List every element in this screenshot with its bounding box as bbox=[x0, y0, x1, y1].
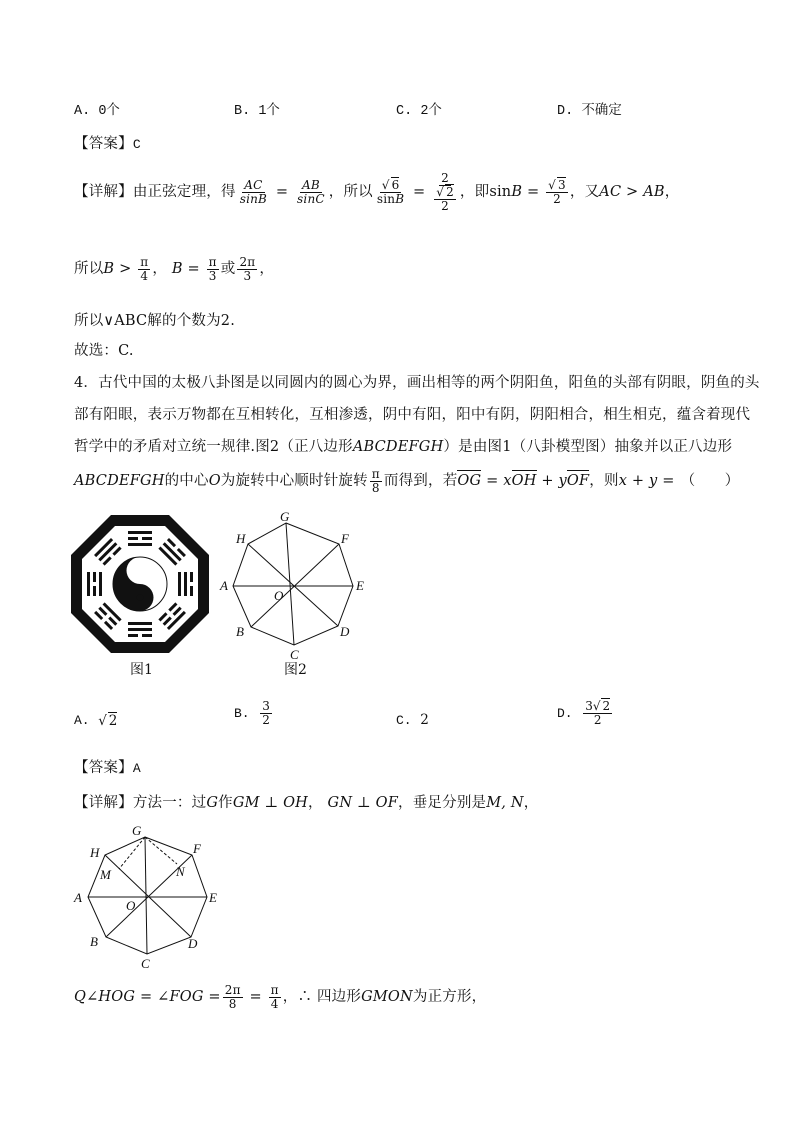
q4-option-d: D. $\frac{3√ 2}{2}$ bbox=[557, 699, 611, 728]
fig3-label-g: G bbox=[132, 823, 142, 838]
fig2-label-g: G bbox=[280, 509, 290, 524]
fig2-label-d: D bbox=[340, 624, 350, 639]
q3-option-d: D. 不确定 bbox=[557, 104, 622, 119]
q4-stem-line1: 4．古代中国的太极八卦图是以同圆内的圆心为界，画出相等的两个阴阳鱼，阳鱼的头部有阴眼，阴鱼的头 bbox=[74, 375, 760, 391]
q4-option-b: B. $\frac{3}{2}$ bbox=[234, 699, 270, 728]
fig2-label-b: B bbox=[236, 624, 244, 639]
fig2-label-a: A bbox=[220, 578, 228, 593]
q4-stem-line3: 哲学中的矛盾对立统一规律.图2（正八边形ABCDEFGH）是由图1（八卦模型图）抽象并以正八边形 bbox=[74, 439, 733, 455]
fig3-label-f: F bbox=[193, 841, 201, 856]
fig1-caption: 图1 bbox=[130, 662, 153, 678]
fig2-label-f: F bbox=[341, 531, 349, 546]
q3-answer: 【答案】C bbox=[74, 136, 141, 152]
q3-detail-line3: 所以∨ABC解的个数为2. bbox=[74, 313, 236, 329]
q4-option-a: A. √ 2 bbox=[74, 712, 118, 729]
fig3-octagon bbox=[70, 822, 230, 974]
q3-option-c: C. 2个 bbox=[396, 104, 442, 119]
q4-stem-line4: ABCDEFGH 的中心 O 为旋转中心顺时针旋转 $\frac{\pi}{8}$ 而得到，若 OG = xOH + yOF ，则 x + y = （ ） bbox=[74, 467, 740, 496]
q3-detail-line4: 故选：C. bbox=[74, 343, 134, 359]
q4-answer: 【答案】A bbox=[74, 760, 141, 776]
fig3-label-n: N bbox=[176, 864, 185, 879]
fig3-label-o: O bbox=[126, 898, 136, 913]
fig2-label-e: E bbox=[356, 578, 364, 593]
q3-detail-line2: 所以 B > $\frac{\pi}{4}$ ， B = $\frac{\pi}{3}$ 或 $\frac{2\pi}{3}$ ， bbox=[74, 255, 275, 284]
fig2-label-o: O bbox=[274, 588, 284, 603]
fig1-bagua bbox=[70, 514, 210, 654]
q4-detail-line1: 【详解】方法一：过G作GM ⊥ OH， GN ⊥ OF，垂足分别是M, N， bbox=[74, 795, 539, 811]
fig3-label-a: A bbox=[74, 890, 82, 905]
fig3-label-b: B bbox=[90, 934, 98, 949]
fig2-caption: 图2 bbox=[284, 662, 307, 678]
q4-stem-line2: 部有阳眼，表示万物都在互相转化，互相渗透，阴中有阳，阳中有阴，阴阳相合，相生相克，蕴含着现代 bbox=[74, 407, 751, 423]
fig3-label-c: C bbox=[141, 956, 150, 971]
q3-detail-line1: 【详解】 由正弦定理，得 $\frac{AC}{\sin B}$ = $\frac{AB}{\sin C}$ ，所以 $\frac{√ 6}{\sin B}$ = $\frac{2}{\frac{√ 2}{2}}$ ，即 sinB = $\frac{√ 3}{2}$ ，又 AC > AB ， bbox=[74, 171, 680, 214]
fig2-octagon bbox=[214, 508, 374, 664]
fig2-label-h: H bbox=[236, 531, 246, 546]
fig3-label-e: E bbox=[209, 890, 217, 905]
q3-option-a: A. 0个 bbox=[74, 104, 120, 119]
fig2-label-c: C bbox=[290, 647, 299, 662]
fig3-label-m: M bbox=[100, 867, 111, 882]
q4-detail-line2: Q∠HOG = ∠FOG = $\frac{2\pi}{8}$ = $\frac{\pi}{4}$ ，∴ 四边形 GMON 为正方形， bbox=[74, 983, 487, 1012]
q4-option-c: C. 2 bbox=[396, 712, 429, 728]
q3-option-b: B. 1个 bbox=[234, 104, 280, 119]
fig3-label-h: H bbox=[90, 845, 100, 860]
fig3-label-d: D bbox=[188, 936, 198, 951]
